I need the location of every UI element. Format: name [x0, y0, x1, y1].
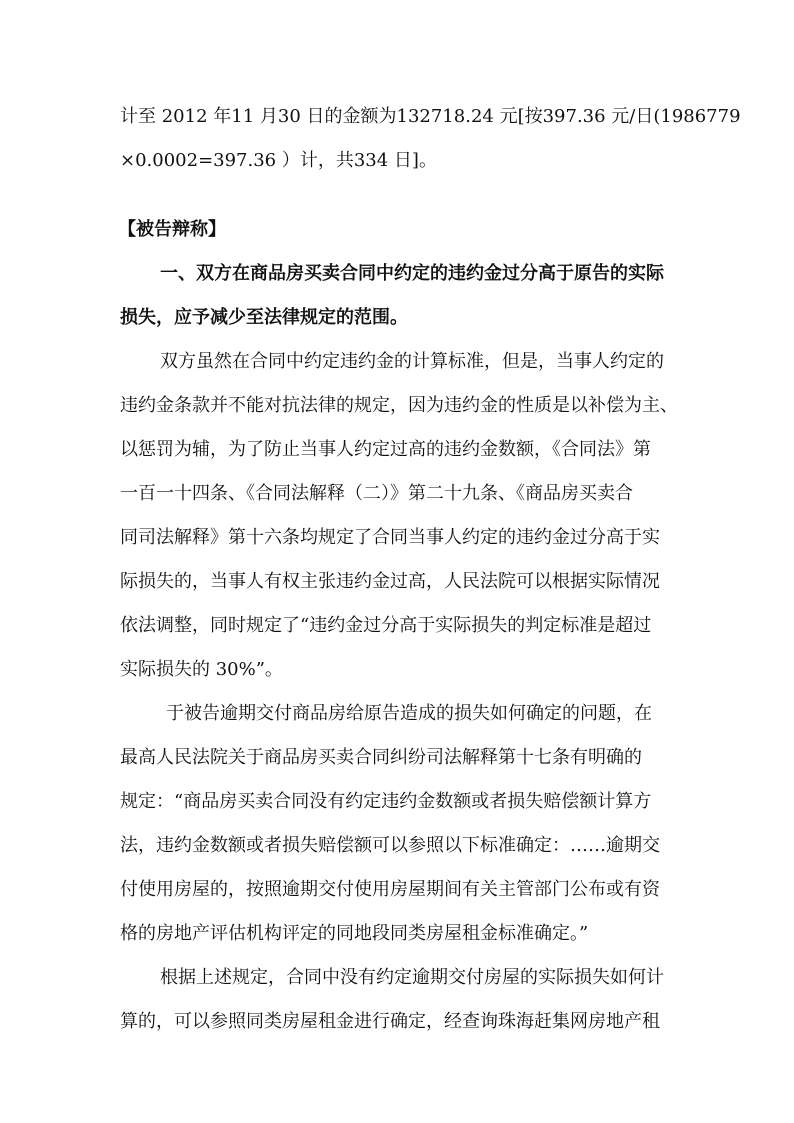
paragraph-2-line-4: 法，违约金数额或者损失赔偿额可以参照以下标准确定：……逾期交 [120, 835, 660, 856]
paragraph-1-line-3: 以惩罚为辅，为了防止当事人约定过高的违约金数额，《合同法》第 [120, 439, 651, 460]
paragraph-1-line-4: 一百一十四条、《合同法解释（二）》第二十九条、《商品房买卖合 [120, 483, 633, 504]
paragraph-2-line-3: 规定：“商品房买卖合同没有约定违约金数额或者损失赔偿额计算方 [120, 791, 652, 812]
paragraph-2-line-1: 于被告逾期交付商品房给原告造成的损失如何确定的问题，在 [166, 703, 652, 724]
paragraph-1-line-7: 依法调整，同时规定了“违约金过分高于实际损失的判定标准是超过 [120, 615, 652, 636]
section-heading: 【被告辩称】 [118, 219, 226, 240]
paragraph-2-line-6: 格的房地产评估机构评定的同地段同类房屋租金标准确定。” [120, 923, 589, 944]
paragraph-1-line-1: 双方虽然在合同中约定违约金的计算标准，但是，当事人约定的 [160, 351, 664, 372]
intro-line-2: ×0.0002=397.36 ）计，共334 日]。 [120, 150, 437, 171]
paragraph-1-line-8: 实际损失的 30%”。 [120, 659, 283, 680]
paragraph-1-line-5: 同司法解释》第十六条均规定了合同当事人约定的违约金过分高于实 [120, 527, 660, 548]
paragraph-3-line-2: 算的，可以参照同类房屋租金进行确定，经查询珠海赶集网房地产租 [120, 1011, 660, 1032]
paragraph-1-line-6: 际损失的，当事人有权主张违约金过高，人民法院可以根据实际情况 [120, 571, 660, 592]
intro-line-1: 计至 2012 年11 月30 日的金额为132718.24 元[按397.36 元/日(1986779 [120, 106, 741, 127]
paragraph-3-line-1: 根据上述规定，合同中没有约定逾期交付房屋的实际损失如何计 [160, 967, 664, 988]
paragraph-2-line-2: 最高人民法院关于商品房买卖合同纠纷司法解释第十七条有明确的 [120, 747, 642, 768]
point-one-heading-line-1: 一、双方在商品房买卖合同中约定的违约金过分高于原告的实际 [160, 263, 664, 284]
paragraph-1-line-2: 违约金条款并不能对抗法律的规定，因为违约金的性质是以补偿为主、 [120, 395, 678, 416]
paragraph-2-line-5: 付使用房屋的，按照逾期交付使用房屋期间有关主管部门公布或有资 [120, 879, 660, 900]
point-one-heading-line-2: 损失，应予减少至法律规定的范围。 [120, 307, 408, 328]
